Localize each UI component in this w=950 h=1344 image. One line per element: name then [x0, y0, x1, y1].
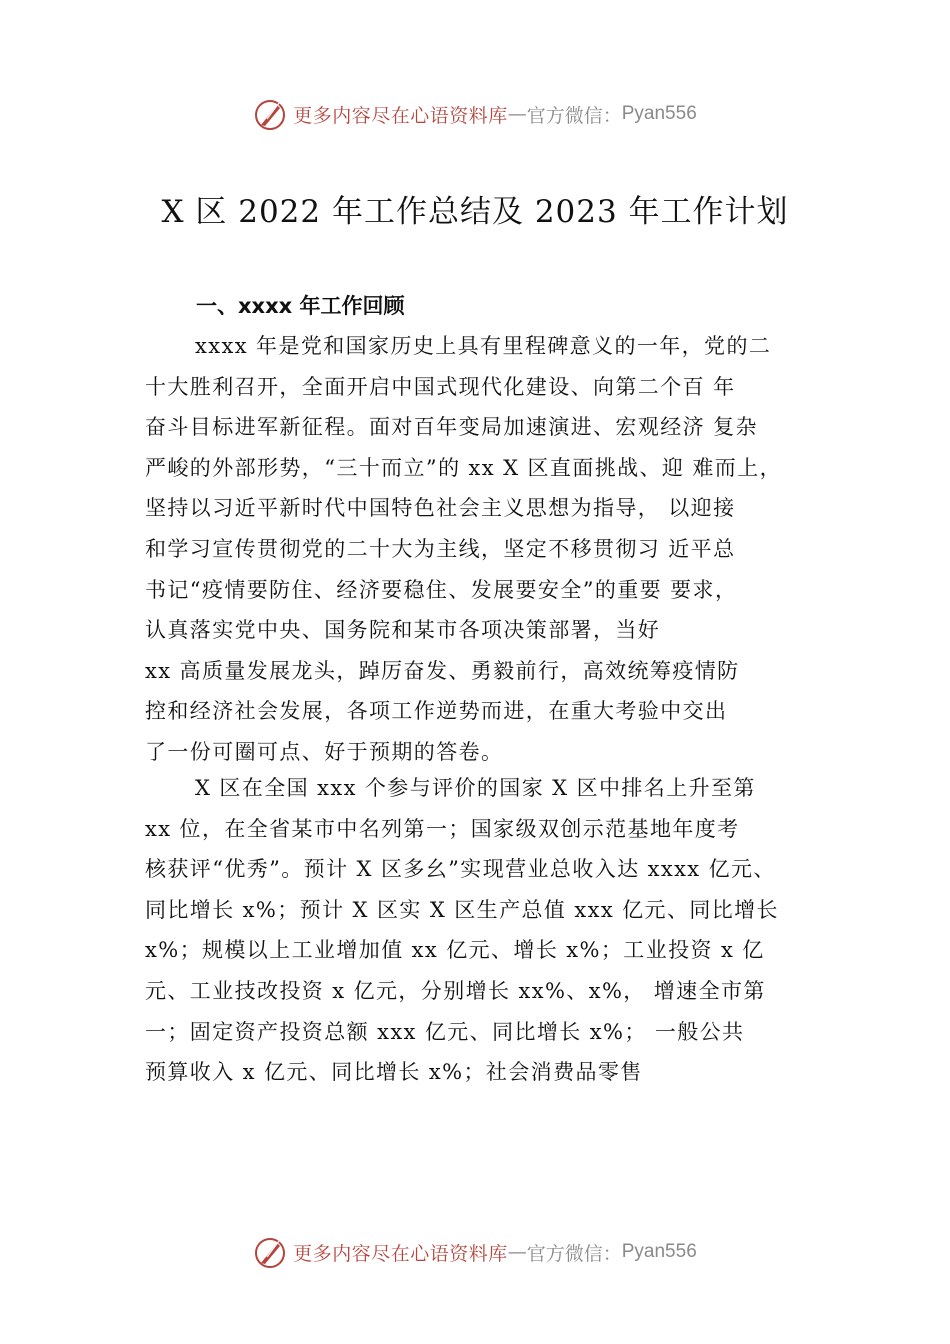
paragraph-line: 和学习宣传贯彻党的二十大为主线，坚定不移贯彻习 近平总: [145, 536, 736, 561]
paragraph-line: x%；规模以上工业增加值 xx 亿元、增长 x%；工业投资 x 亿: [145, 938, 765, 963]
paragraph-line: xx 高质量发展龙头，踔厉奋发、勇毅前行，高效统筹疫情防: [145, 658, 740, 683]
banner-wechat-label: 官方微信：: [526, 104, 622, 127]
paragraph-line: 同比增长 x%；预计 X 区实 X 区生产总值 xxx 亿元、同比增长: [145, 897, 779, 922]
paragraph-line: 严峻的外部形势，“三十而立”的 xx X 区直面挑战、迎 难而上，: [145, 455, 783, 480]
paragraph-line: 控和经济社会发展，各项工作逆势而进，在重大考验中交出: [145, 699, 728, 724]
banner-main-text: 更多内容尽在心语资料库: [293, 104, 508, 127]
banner-wechat-label: 官方微信：: [526, 1242, 622, 1265]
banner-wechat-id: Pyan556: [621, 103, 697, 124]
paragraph-line: 书记“疫情要防住、经济要稳住、发展要安全”的重要 要求，: [145, 577, 738, 602]
paragraph-line: 预算收入 x 亿元、同比增长 x%；社会消费品零售: [145, 1060, 643, 1085]
banner-wechat-id: Pyan556: [621, 1241, 697, 1262]
paragraph-line: xx 位，在全省某市中名列第一；国家级双创示范基地年度考: [145, 816, 740, 841]
paragraph-line: 十大胜利召开，全面开启中国式现代化建设、向第二个百 年: [145, 374, 736, 399]
section-heading: 一、xxxx 年工作回顾: [196, 294, 405, 318]
paragraph-line: X 区在全国 xxx 个参与评价的国家 X 区中排名上升至第: [195, 776, 756, 800]
quill-logo-icon: [253, 97, 287, 131]
paragraph-line: 奋斗目标进军新征程。面对百年变局加速演进、宏观经济 复杂: [145, 415, 758, 440]
quill-logo-icon: [253, 1235, 287, 1269]
paragraph-line: 核获评“优秀”。预计 X 区多幺”实现营业总收入达 xxxx 亿元、: [145, 857, 776, 882]
banner-dash: —: [507, 1241, 527, 1263]
paragraph-line: xxxx 年是党和国家历史上具有里程碑意义的一年，党的二: [195, 334, 772, 358]
paragraph-line: 了一份可圈可点、好于预期的答卷。: [145, 739, 504, 764]
paragraph-line: 一；固定资产投资总额 xxx 亿元、同比增长 x%； 一般公共: [145, 1019, 745, 1044]
paragraph-1: [145, 326, 835, 773]
paragraph-line: 坚持以习近平新时代中国特色社会主义思想为指导， 以迎接: [145, 496, 736, 521]
bottom-watermark-banner: [0, 1232, 950, 1272]
top-watermark-banner: [0, 94, 950, 134]
paragraph-line: 认真落实党中央、国务院和某市各项决策部署，当好: [145, 618, 661, 643]
paragraph-line: 元、工业技改投资 x 亿元，分别增长 xx%、x%， 增速全市第: [145, 978, 766, 1003]
banner-main-text: 更多内容尽在心语资料库: [293, 1242, 508, 1265]
paragraph-2: [145, 768, 835, 1093]
banner-dash: —: [507, 103, 527, 125]
document-title: X 区 2022 年工作总结及 2023 年工作计划: [161, 194, 789, 230]
